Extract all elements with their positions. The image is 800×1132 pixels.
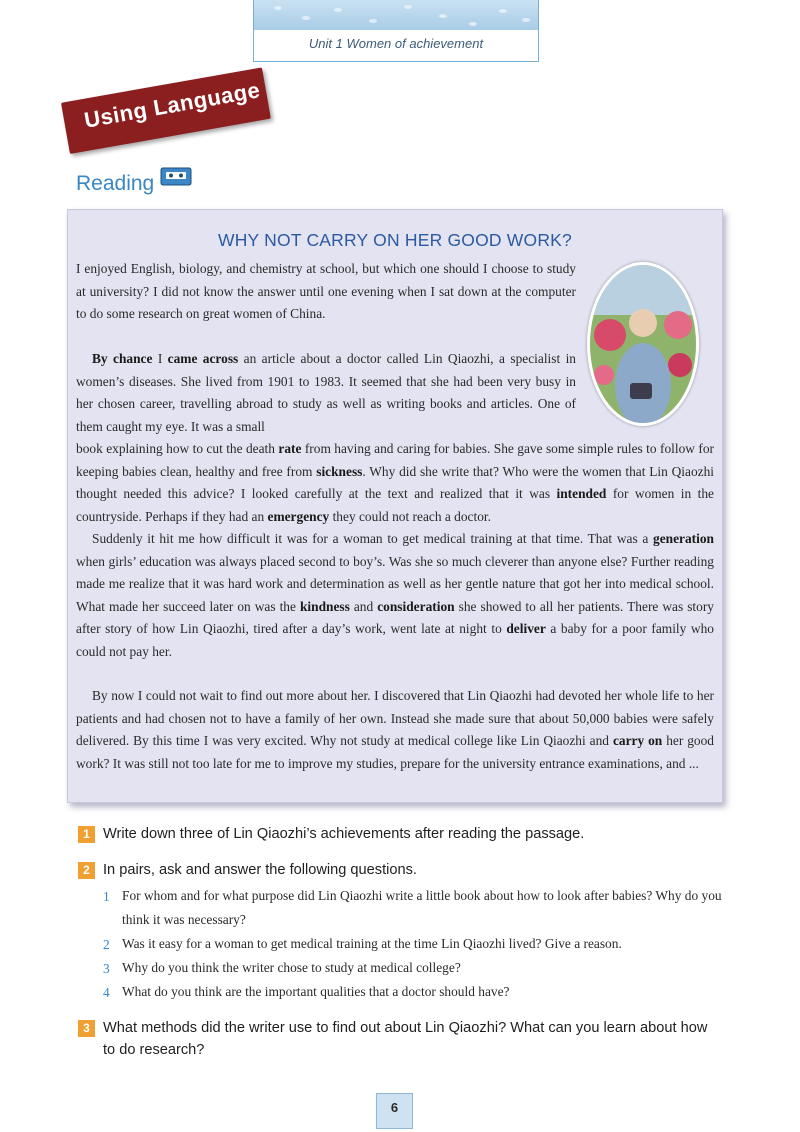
question-2-number: 2 (103, 937, 110, 952)
reading-passage-box (67, 209, 723, 803)
text-run: an article about a doctor called Lin Qiaozhi, a specialist in women’s diseases. She lived from 1901 to 1983. It seemed that she had been very busy in her chosen career, travelling abroad to study as well as writing books and articles. One of them caught my eye. It was a small (76, 351, 576, 434)
unit-title: Unit 1 Women of achievement (308, 36, 484, 51)
question-2-text: Was it easy for a woman to get medical training at the time Lin Qiaozhi lived? Give a reason. (122, 936, 622, 951)
question-4-number: 4 (103, 985, 110, 1000)
exercise-2-text: In pairs, ask and answer the following questions. (103, 862, 417, 878)
text-run: I (152, 351, 168, 366)
text-run: from having and caring for babies. She gave some simple rules to follow for keeping babies clean, healthy and free from (76, 441, 714, 479)
unit-header (253, 0, 539, 62)
text-run: Suddenly it hit me how difficult it was for a woman to get medical training at that time. That was a (92, 531, 653, 546)
key-word: came across (167, 351, 239, 366)
article-title: WHY NOT CARRY ON HER GOOD WORK? (218, 230, 572, 250)
key-word: By chance (92, 351, 153, 366)
header-water-pattern (254, 0, 538, 30)
exercise-1-number: 1 (78, 826, 95, 843)
text-run: she showed to all her patients. There was story after story of how Lin Qiaozhi, tired after a day’s work, went late at night to (76, 598, 714, 636)
question-4-text: What do you think are the important qualities that a doctor should have? (122, 984, 510, 999)
paragraph-1: I enjoyed English, biology, and chemistry at school, but which one should I choose to study at university? I did not know the answer until one evening when I sat down at the computer to do some research on great women of China. (76, 261, 576, 321)
key-word: deliver (506, 621, 546, 636)
text-run: book explaining how to cut the death (76, 441, 279, 456)
key-word: emergency (267, 508, 330, 524)
text-run: and (349, 598, 378, 614)
exercise-3-text: What methods did the writer use to find out about Lin Qiaozhi? What can you learn about how to do research? (103, 1020, 708, 1058)
paragraph-5 (76, 685, 714, 775)
section-label: Reading (76, 172, 155, 195)
exercise-2-number: 2 (78, 862, 95, 879)
banner-label: Using Language (82, 77, 262, 133)
question-1-text: For whom and for what purpose did Lin Qiaozhi write a little book about how to look after babies? Why do you think it was necessary? (122, 888, 722, 927)
paragraph-4 (76, 528, 714, 663)
key-word: sickness (316, 463, 363, 479)
using-language-banner (61, 67, 271, 154)
question-1-number: 1 (103, 889, 110, 904)
lin-qiaozhi-photo (587, 262, 699, 426)
question-3-number: 3 (103, 961, 110, 976)
text-run: when girls’ education was always placed second to boy’s. Was she so much cleverer than anyone else? Further reading made me realize that it was hard work and determination as well as her gentle nature that got her into medical school. What made her succeed later on was the (76, 553, 714, 614)
text-run: a baby for a poor family who could not pay her. (76, 621, 714, 659)
paragraph-3 (76, 438, 714, 528)
key-word: intended (556, 486, 607, 501)
key-word: kindness (299, 598, 350, 614)
text-run: By now I could not wait to find out more about her. I discovered that Lin Qiaozhi had devoted her whole life to her patients and had chosen not to have a family of her own. Instead she made sure that about 50,000 babies were safely delivered. By this time I was very excited. Why not study at medical college like Lin Qiaozhi and (76, 688, 714, 748)
text-run: . Why did she write that? Who were the women that Lin Qiaozhi thought needed this advice? I looked carefully at the text and realized that it was (76, 463, 714, 501)
cassette-icon (160, 165, 192, 187)
exercise-1-text: Write down three of Lin Qiaozhi’s achievements after reading the passage. (103, 826, 585, 842)
key-word: generation (653, 531, 714, 546)
text-run: they could not reach a doctor. (329, 508, 491, 524)
question-3-text: Why do you think the writer chose to study at medical college? (122, 960, 461, 975)
key-word: consideration (377, 598, 455, 614)
key-word: carry on (612, 733, 663, 748)
text-run: her good work? It was still not too late for me to improve my studies, prepare for the university entrance examinations, and ... (76, 733, 715, 771)
text-run: for women in the countryside. Perhaps if they had an (76, 486, 714, 524)
paragraph-2 (76, 348, 576, 438)
key-word: rate (278, 441, 302, 456)
page-number: 6 (376, 1093, 413, 1129)
exercise-3-number: 3 (78, 1020, 95, 1037)
